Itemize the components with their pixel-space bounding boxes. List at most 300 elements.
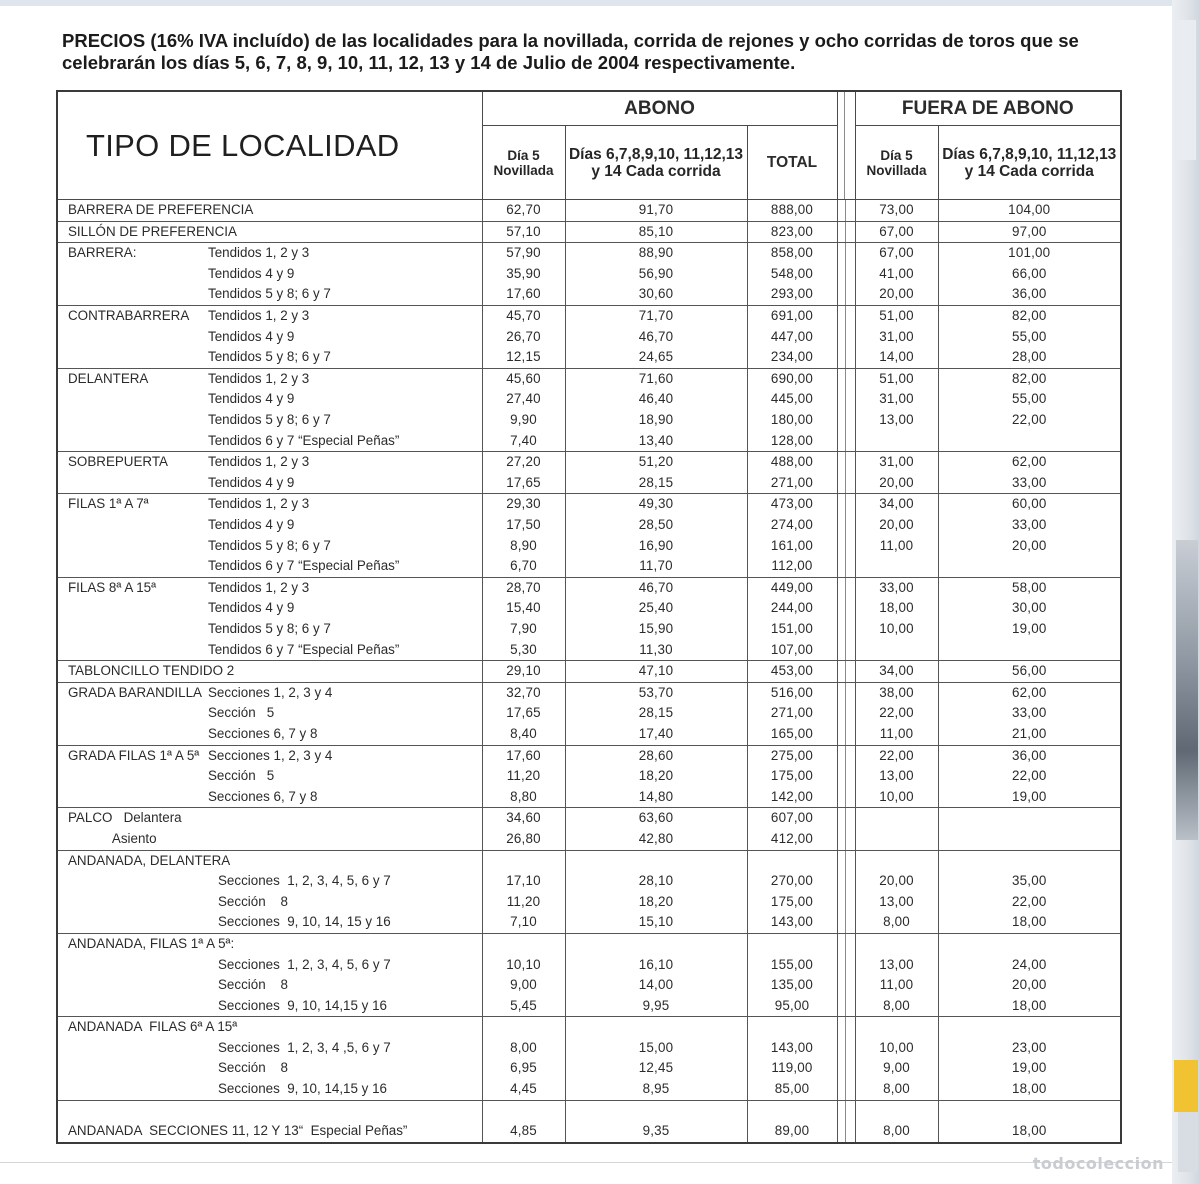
locality-section: Secciones 9, 10, 14,15 y 16	[218, 1081, 387, 1097]
abono-dia5-price: 32,70	[506, 684, 541, 700]
abono-total-price: 112,00	[771, 558, 813, 574]
locality-name: GRADA FILAS 1ª A 5ª	[68, 747, 200, 763]
locality-section: Tendidos 5 y 8; 6 y 7	[208, 349, 331, 365]
fuera-dias-price-cell	[938, 1017, 1121, 1100]
abono-dia5-price-cell	[482, 494, 565, 577]
fuera-dias-price: 18,00	[1012, 1123, 1047, 1139]
abono-dias-price: 9,95	[642, 997, 670, 1013]
abono-dias-price-cell	[565, 661, 747, 683]
fuera-dia5-price	[856, 1101, 938, 1122]
fuera-dia5-price	[856, 431, 938, 452]
abono-dias-price: 51,20	[638, 454, 674, 470]
locality-name	[68, 389, 208, 410]
fuera-dia5-price: 11,00	[879, 977, 914, 993]
abono-total-price: 445,00	[770, 391, 814, 407]
locality-name: Asiento	[68, 830, 157, 846]
fuera-dias-price-cell	[938, 661, 1121, 683]
fuera-dias-price-cell	[938, 368, 1121, 451]
abono-total-price-cell	[747, 221, 837, 243]
abono-total-price	[748, 1101, 837, 1122]
abono-dia5-price: 6,95	[510, 1060, 537, 1076]
abono-dia5-price: 29,10	[506, 663, 541, 679]
abono-total-price-cell	[747, 452, 837, 494]
fuera-dia5-price: 67,00	[879, 223, 914, 239]
fuera-dias-price: 30,00	[1012, 600, 1047, 616]
column-gap	[837, 808, 855, 850]
locality-name	[68, 892, 218, 913]
column-gap	[837, 494, 855, 577]
abono-dias-price: 18,90	[638, 411, 674, 427]
abono-total-price: 151,00	[770, 620, 814, 636]
locality-section: Tendidos 4 y 9	[208, 474, 295, 490]
fuera-dias-price-cell	[938, 200, 1121, 222]
abono-total-price: 412,00	[770, 830, 814, 846]
abono-dias-price: 46,70	[638, 328, 674, 344]
abono-dia5-price-cell	[482, 305, 565, 368]
fuera-dias-price	[939, 1101, 1121, 1122]
locality-label-cell	[57, 933, 482, 1016]
fuera-dias-price-cell	[938, 243, 1121, 306]
abono-dias-price	[566, 851, 747, 872]
locality-section: Tendidos 1, 2 y 3	[208, 307, 310, 323]
locality-name: ANDANADA SECCIONES 11, 12 Y 13“ Especial Peñas”	[68, 1123, 408, 1139]
abono-dia5-price: 57,10	[506, 223, 541, 239]
abono-total-price: 107,00	[770, 641, 814, 657]
fuera-dia5-price	[856, 808, 938, 829]
column-gap	[837, 305, 855, 368]
heading-lead: PRECIOS	[62, 30, 146, 51]
abono-total-price: 85,00	[774, 1081, 810, 1097]
abono-dias-price-cell	[565, 221, 747, 243]
abono-total-price: 516,00	[770, 684, 814, 700]
abono-dia5-price-cell	[482, 243, 565, 306]
locality-name	[68, 787, 208, 808]
abono-dia5-price: 7,10	[510, 914, 537, 930]
abono-total-price: 293,00	[770, 286, 814, 302]
fuera-dia5-price: 11,00	[879, 725, 914, 741]
abono-dias-price-cell	[565, 305, 747, 368]
abono-dias-price: 71,60	[638, 370, 674, 386]
fuera-dias-price: 18,00	[1012, 1081, 1047, 1097]
fuera-dia5-price: 31,00	[879, 391, 914, 407]
fuera-dia5-price: 33,00	[879, 579, 914, 595]
locality-section: Tendidos 5 y 8; 6 y 7	[208, 411, 331, 427]
abono-dias-price: 49,30	[638, 496, 674, 512]
abono-dia5-price: 28,70	[506, 579, 541, 595]
fuera-dia5-price: 38,00	[879, 684, 914, 700]
abono-dias-price-cell	[565, 243, 747, 306]
locality-name	[68, 473, 208, 494]
abono-dias-price: 25,40	[638, 600, 674, 616]
abono-dia5-price: 26,80	[506, 830, 541, 846]
locality-name	[68, 1058, 218, 1079]
fuera-dias-price: 22,00	[1012, 893, 1047, 909]
fuera-dia5-price: 9,00	[883, 1060, 910, 1076]
edge-photo-block	[1174, 20, 1196, 160]
fuera-dias-price-cell	[938, 494, 1121, 577]
abono-total-price: 271,00	[770, 705, 814, 721]
abono-dia5-price-cell	[482, 1100, 565, 1143]
edge-photo-block	[1174, 1060, 1198, 1112]
abono-dia5-price: 27,40	[506, 391, 541, 407]
locality-section: Tendidos 5 y 8; 6 y 7	[208, 286, 331, 302]
locality-name	[68, 766, 208, 787]
abono-total-price-cell	[747, 305, 837, 368]
abono-total-price: 128,00	[770, 432, 814, 448]
fuera-dia5-price: 22,00	[879, 747, 914, 763]
header-abono-total: TOTAL	[747, 126, 837, 200]
fuera-dia5-price-cell	[855, 850, 938, 933]
fuera-dias-price-cell	[938, 305, 1121, 368]
locality-label-cell	[57, 745, 482, 808]
abono-total-price: 447,00	[770, 328, 814, 344]
fuera-dias-price: 19,00	[1012, 1060, 1047, 1076]
locality-section: Secciones 9, 10, 14, 15 y 16	[218, 914, 391, 930]
price-table	[56, 90, 1122, 1144]
locality-label-cell	[57, 305, 482, 368]
abono-total-price-cell	[747, 200, 837, 222]
abono-total-price: 175,00	[770, 768, 814, 784]
fuera-dias-price: 62,00	[1012, 454, 1047, 470]
abono-total-price-cell	[747, 682, 837, 745]
fuera-dia5-price: 18,00	[879, 600, 914, 616]
abono-total-price-cell	[747, 1017, 837, 1100]
abono-dias-price: 18,20	[638, 893, 674, 909]
locality-section: Tendidos 1, 2 y 3	[208, 454, 310, 470]
fuera-dia5-price: 13,00	[879, 893, 914, 909]
fuera-dia5-price: 51,00	[879, 307, 914, 323]
abono-total-price: 165,00	[770, 725, 814, 741]
fuera-dias-price: 22,00	[1012, 411, 1047, 427]
locality-name: BARRERA:	[68, 245, 137, 261]
table-row-group	[57, 745, 1121, 808]
abono-total-price	[748, 851, 837, 872]
locality-section: Tendidos 4 y 9	[208, 265, 295, 281]
locality-name	[68, 1079, 218, 1100]
fuera-dia5-price	[856, 1017, 938, 1038]
fuera-dias-price: 28,00	[1012, 349, 1047, 365]
locality-label-cell	[57, 808, 482, 850]
fuera-dia5-price-cell	[855, 808, 938, 850]
fuera-dias-price-cell	[938, 933, 1121, 1016]
abono-total-price: 691,00	[770, 307, 814, 323]
abono-dias-price: 13,40	[638, 432, 674, 448]
abono-total-price: 155,00	[770, 956, 814, 972]
abono-dias-price	[566, 1101, 747, 1122]
locality-section: Tendidos 1, 2 y 3	[208, 245, 310, 261]
fuera-dias-price	[939, 1017, 1121, 1038]
abono-dia5-price: 8,40	[510, 725, 537, 741]
locality-name: DELANTERA	[68, 370, 149, 386]
locality-name	[68, 703, 208, 724]
abono-dias-price: 28,15	[638, 474, 674, 490]
fuera-dias-price: 104,00	[1008, 202, 1051, 217]
fuera-dias-price: 58,00	[1012, 579, 1047, 595]
abono-dias-price: 11,30	[639, 641, 673, 657]
fuera-dias-price	[939, 851, 1121, 872]
table-row-group	[57, 1017, 1121, 1100]
fuera-dias-price: 101,00	[1008, 245, 1051, 261]
table-row-group	[57, 661, 1121, 683]
abono-dias-price: 28,50	[638, 516, 674, 532]
abono-total-price-cell	[747, 368, 837, 451]
fuera-dia5-price: 10,00	[879, 620, 914, 636]
fuera-dia5-price-cell	[855, 494, 938, 577]
fuera-dia5-price-cell	[855, 200, 938, 222]
fuera-dias-price	[939, 556, 1121, 577]
fuera-dia5-price: 20,00	[879, 516, 914, 532]
fuera-dia5-price-cell	[855, 661, 938, 683]
abono-dia5-price: 45,60	[506, 370, 541, 386]
abono-dias-price: 18,20	[638, 768, 674, 784]
locality-label-cell	[57, 577, 482, 660]
locality-section: Tendidos 4 y 9	[208, 328, 295, 344]
abono-dias-price-cell	[565, 368, 747, 451]
abono-dia5-price: 6,70	[510, 558, 537, 574]
locality-label-cell	[57, 661, 482, 683]
abono-dia5-price: 45,70	[506, 307, 541, 323]
locality-label-cell	[57, 682, 482, 745]
fuera-dia5-price: 13,00	[879, 956, 914, 972]
abono-dias-price-cell	[565, 850, 747, 933]
abono-dia5-price: 62,70	[506, 202, 541, 217]
locality-section: Secciones 1, 2, 3, 4, 5, 6 y 7	[218, 873, 391, 889]
fuera-dia5-price-cell	[855, 745, 938, 808]
fuera-dia5-price-cell	[855, 243, 938, 306]
fuera-dia5-price: 8,00	[883, 997, 910, 1013]
fuera-dia5-price: 8,00	[883, 1123, 910, 1139]
fuera-dia5-price-cell	[855, 577, 938, 660]
locality-name	[68, 327, 208, 348]
price-heading	[62, 30, 1142, 74]
table-row-group	[57, 494, 1121, 577]
abono-dias-price: 91,70	[638, 202, 674, 217]
column-gap	[837, 243, 855, 306]
fuera-dias-price: 36,00	[1012, 286, 1047, 302]
abono-dia5-price: 17,65	[506, 474, 541, 490]
locality-section: Sección 8	[218, 893, 288, 909]
abono-total-price: 453,00	[770, 663, 814, 679]
abono-dias-price: 88,90	[638, 245, 674, 261]
fuera-dias-price: 35,00	[1012, 873, 1047, 889]
abono-dias-price-cell	[565, 577, 747, 660]
abono-dia5-price: 5,30	[510, 641, 537, 657]
fuera-dia5-price: 41,00	[879, 265, 914, 281]
abono-total-price: 180,00	[770, 411, 814, 427]
abono-dias-price-cell	[565, 808, 747, 850]
fuera-dias-price-cell	[938, 682, 1121, 745]
table-row-group	[57, 305, 1121, 368]
abono-dia5-price-cell	[482, 850, 565, 933]
abono-total-price: 473,00	[770, 496, 814, 512]
fuera-dias-price: 82,00	[1012, 307, 1047, 323]
abono-dia5-price-cell	[482, 661, 565, 683]
abono-total-price: 135,00	[770, 977, 814, 993]
abono-total-price: 275,00	[770, 747, 814, 763]
fuera-dias-price: 33,00	[1012, 516, 1047, 532]
fuera-dias-price: 20,00	[1012, 537, 1047, 553]
fuera-dias-price: 23,00	[1012, 1039, 1047, 1055]
abono-dia5-price-cell	[482, 200, 565, 222]
abono-dias-price: 15,10	[638, 914, 674, 930]
abono-total-price-cell	[747, 745, 837, 808]
locality-label-cell	[57, 452, 482, 494]
locality-name	[68, 975, 218, 996]
abono-total-price: 888,00	[770, 202, 814, 217]
locality-section: Tendidos 6 y 7 “Especial Peñas”	[208, 432, 400, 448]
abono-dias-price: 16,10	[638, 956, 674, 972]
abono-dia5-price-cell	[482, 221, 565, 243]
abono-total-price: 270,00	[770, 873, 814, 889]
abono-total-price: 244,00	[770, 600, 814, 616]
abono-dia5-price: 17,60	[506, 286, 541, 302]
locality-section: Tendidos 1, 2 y 3	[208, 370, 310, 386]
abono-total-price: 690,00	[770, 370, 814, 386]
column-gap	[837, 221, 855, 243]
abono-total-price: 143,00	[770, 914, 814, 930]
fuera-dia5-price-cell	[855, 452, 938, 494]
abono-dias-price-cell	[565, 933, 747, 1016]
fuera-dia5-price	[856, 851, 938, 872]
abono-dias-price: 30,60	[638, 286, 674, 302]
fuera-dia5-price	[856, 640, 938, 661]
fuera-dias-price	[939, 431, 1121, 452]
locality-name	[68, 996, 218, 1017]
abono-dias-price-cell	[565, 1100, 747, 1143]
header-fuera-dia5: Día 5 Novillada	[855, 126, 938, 200]
abono-total-price: 823,00	[770, 223, 814, 239]
abono-dias-price-cell	[565, 452, 747, 494]
locality-section: Sección 8	[218, 1060, 288, 1076]
abono-dias-price: 71,70	[638, 307, 674, 323]
fuera-dia5-price: 10,00	[879, 1039, 914, 1055]
fuera-dias-price: 24,00	[1012, 956, 1047, 972]
right-edge-photo-strip	[1172, 0, 1200, 1184]
fuera-dia5-price: 67,00	[879, 245, 914, 261]
abono-dias-price: 56,90	[638, 265, 674, 281]
abono-dias-price: 28,15	[638, 705, 674, 721]
abono-dias-price: 14,80	[638, 788, 674, 804]
column-gap	[837, 745, 855, 808]
header-fuera-dias: Días 6,7,8,9,10, 11,12,13 y 14 Cada corrida	[938, 126, 1121, 200]
watermark: todocoleccion	[1032, 1154, 1164, 1173]
abono-dia5-price: 8,90	[510, 537, 537, 553]
table-row-group	[57, 808, 1121, 850]
column-gap	[837, 661, 855, 683]
locality-section: Secciones 6, 7 y 8	[208, 725, 318, 741]
locality-label-cell	[57, 243, 482, 306]
abono-dia5-price: 10,10	[506, 956, 541, 972]
fuera-dias-price: 82,00	[1012, 370, 1047, 386]
locality-section: Secciones 1, 2, 3 y 4	[208, 684, 333, 700]
fuera-dia5-price	[856, 556, 938, 577]
abono-total-price	[748, 934, 837, 955]
abono-total-price-cell	[747, 933, 837, 1016]
abono-total-price: 449,00	[770, 579, 814, 595]
fuera-dia5-price: 31,00	[879, 328, 914, 344]
locality-section: Tendidos 1, 2 y 3	[208, 579, 310, 595]
abono-dias-price: 24,65	[638, 349, 674, 365]
abono-total-price-cell	[747, 494, 837, 577]
top-edge-band	[0, 0, 1200, 6]
locality-label-cell	[57, 368, 482, 451]
fuera-dia5-price: 14,00	[879, 349, 914, 365]
locality-section: Tendidos 4 y 9	[208, 600, 295, 616]
abono-dias-price: 8,95	[642, 1081, 670, 1097]
abono-dia5-price: 17,10	[506, 873, 541, 889]
locality-name	[68, 598, 208, 619]
abono-total-price: 607,00	[770, 810, 814, 826]
fuera-dia5-price: 13,00	[879, 768, 914, 784]
table-row-group	[57, 221, 1121, 243]
abono-total-price: 89,00	[774, 1123, 810, 1139]
column-gap	[837, 577, 855, 660]
abono-dias-price: 17,40	[638, 725, 674, 741]
locality-name	[68, 1038, 218, 1059]
abono-dia5-price: 27,20	[506, 454, 541, 470]
abono-dia5-price: 11,20	[506, 893, 541, 909]
fuera-dias-price-cell	[938, 577, 1121, 660]
abono-dia5-price: 9,00	[510, 977, 537, 993]
abono-dias-price: 46,40	[638, 391, 674, 407]
abono-dias-price: 63,60	[638, 810, 674, 826]
locality-section: Secciones 1, 2, 3, 4 ,5, 6 y 7	[218, 1039, 391, 1055]
abono-total-price: 175,00	[770, 893, 814, 909]
header-abono-dias: Días 6,7,8,9,10, 11,12,13 y 14 Cada corrida	[565, 126, 747, 200]
fuera-dia5-price-cell	[855, 305, 938, 368]
locality-name: SOBREPUERTA	[68, 454, 168, 470]
heading-text: (16% IVA incluído) de las localidades para la novillada, corrida de rejones y ocho corridas de toros que se celebrarán los días 5, 6, 7, 8, 9, 10, 11, 12, 13 y 14 de Julio de 2004 respectivamente.	[62, 30, 1079, 73]
fuera-dias-price: 33,00	[1012, 705, 1047, 721]
locality-section: Sección 8	[218, 977, 288, 993]
abono-dia5-price-cell	[482, 745, 565, 808]
table-row-group	[57, 682, 1121, 745]
fuera-dia5-price-cell	[855, 1017, 938, 1100]
abono-dia5-price-cell	[482, 808, 565, 850]
locality-name	[68, 724, 208, 745]
fuera-dias-price: 62,00	[1012, 684, 1047, 700]
column-gap	[837, 1100, 855, 1143]
locality-name: FILAS 1ª A 7ª	[68, 496, 149, 512]
abono-dia5-price: 8,80	[510, 788, 537, 804]
abono-dias-price: 53,70	[638, 684, 674, 700]
table-row-group	[57, 1100, 1121, 1143]
fuera-dia5-price: 10,00	[879, 788, 914, 804]
abono-dia5-price: 35,90	[506, 265, 541, 281]
locality-label-cell	[57, 1100, 482, 1143]
fuera-dias-price: 55,00	[1012, 328, 1047, 344]
fuera-dias-price: 22,00	[1012, 768, 1047, 784]
fuera-dia5-price: 31,00	[879, 454, 914, 470]
locality-name	[68, 410, 208, 431]
locality-label-cell	[57, 200, 482, 222]
abono-total-price: 488,00	[770, 454, 814, 470]
locality-section: Secciones 9, 10, 14,15 y 16	[218, 997, 387, 1013]
abono-dias-price-cell	[565, 1017, 747, 1100]
abono-dias-price: 15,00	[638, 1039, 674, 1055]
abono-dia5-price: 15,40	[506, 600, 541, 616]
column-gap	[837, 368, 855, 451]
fuera-dia5-price: 22,00	[879, 705, 914, 721]
abono-dias-price	[566, 934, 747, 955]
abono-dia5-price	[483, 1017, 565, 1038]
column-gap	[837, 91, 855, 200]
locality-name: ANDANADA FILAS 6ª A 15ª	[68, 1019, 238, 1035]
table-row-group	[57, 243, 1121, 306]
fuera-dias-price: 55,00	[1012, 391, 1047, 407]
abono-dia5-price	[483, 934, 565, 955]
locality-name	[68, 619, 208, 640]
